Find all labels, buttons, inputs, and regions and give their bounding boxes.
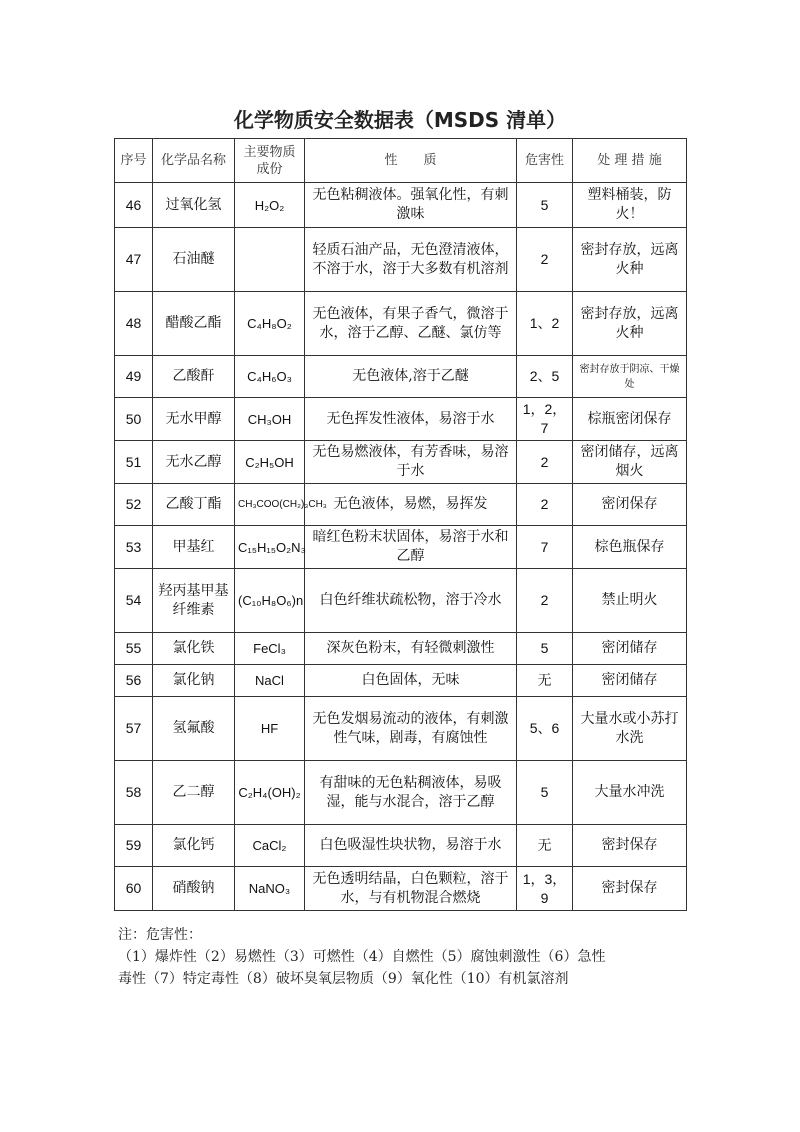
row-no: 56 xyxy=(115,665,153,697)
row-name: 无水甲醇 xyxy=(153,398,235,441)
row-no: 51 xyxy=(115,441,153,484)
row-no: 48 xyxy=(115,292,153,356)
row-no: 59 xyxy=(115,825,153,867)
row-hazard: 5 xyxy=(517,761,573,825)
table-row xyxy=(115,228,687,292)
row-handling: 塑料桶装，防火！ xyxy=(573,183,687,228)
row-handling: 密闭保存 xyxy=(573,484,687,526)
row-handling: 大量水或小苏打水洗 xyxy=(573,697,687,761)
row-hazard: 无 xyxy=(517,665,573,697)
row-formula: CH₃OH xyxy=(235,398,305,441)
row-no: 50 xyxy=(115,398,153,441)
table-row xyxy=(115,526,687,569)
row-handling: 密封存放，远离火种 xyxy=(573,228,687,292)
notes-line-1: （1）爆炸性（2）易燃性（3）可燃性（4）自燃性（5）腐蚀刺激性（6）急性 xyxy=(118,949,606,965)
row-handling: 棕色瓶保存 xyxy=(573,526,687,569)
row-name: 乙二醇 xyxy=(153,761,235,825)
row-property: 白色吸湿性块状物，易溶于水 xyxy=(305,825,517,867)
row-name: 硝酸钠 xyxy=(153,867,235,911)
row-property: 无色液体，有果子香气，微溶于水，溶于乙醇、乙醚、氯仿等 xyxy=(305,292,517,356)
hazard-notes xyxy=(118,924,698,990)
row-formula: NaCl xyxy=(235,665,305,697)
notes-heading: 注：危害性： xyxy=(118,927,202,943)
row-property: 有甜味的无色粘稠液体，易吸湿，能与水混合，溶于乙醇 xyxy=(305,761,517,825)
row-no: 47 xyxy=(115,228,153,292)
row-hazard: 7 xyxy=(517,526,573,569)
row-no: 55 xyxy=(115,633,153,665)
row-name: 羟丙基甲基纤维素 xyxy=(153,569,235,633)
row-formula: HF xyxy=(235,697,305,761)
table-row xyxy=(115,292,687,356)
row-name: 氯化铁 xyxy=(153,633,235,665)
row-name: 氯化钠 xyxy=(153,665,235,697)
row-hazard: 5、6 xyxy=(517,697,573,761)
table-row xyxy=(115,825,687,867)
row-hazard: 1、2 xyxy=(517,292,573,356)
row-property: 无色液体,溶于乙醚 xyxy=(305,356,517,398)
row-formula: FeCl₃ xyxy=(235,633,305,665)
row-formula: H₂O₂ xyxy=(235,183,305,228)
row-property: 无色发烟易流动的液体，有刺激性气味，剧毒，有腐蚀性 xyxy=(305,697,517,761)
row-no: 57 xyxy=(115,697,153,761)
row-property: 白色固体，无味 xyxy=(305,665,517,697)
row-name: 乙酸酐 xyxy=(153,356,235,398)
row-formula: CH₃COO(CH₂)₃CH₃ xyxy=(235,484,305,526)
row-formula: C₄H₆O₃ xyxy=(235,356,305,398)
row-hazard: 5 xyxy=(517,183,573,228)
row-name: 过氧化氢 xyxy=(153,183,235,228)
row-formula: CaCl₂ xyxy=(235,825,305,867)
row-hazard: 2 xyxy=(517,441,573,484)
row-property: 无色挥发性液体，易溶于水 xyxy=(305,398,517,441)
row-hazard: 2 xyxy=(517,484,573,526)
header-ingredient: 主要物质成份 xyxy=(235,139,305,183)
header-name: 化学品名称 xyxy=(153,139,235,183)
row-property: 白色纤维状疏松物，溶于冷水 xyxy=(305,569,517,633)
row-hazard: 2、5 xyxy=(517,356,573,398)
row-property: 暗红色粉末状固体，易溶于水和乙醇 xyxy=(305,526,517,569)
row-name: 乙酸丁酯 xyxy=(153,484,235,526)
row-no: 60 xyxy=(115,867,153,911)
row-handling: 密闭储存，远离烟火 xyxy=(573,441,687,484)
row-property: 无色粘稠液体。强氧化性，有刺激味 xyxy=(305,183,517,228)
table-row xyxy=(115,697,687,761)
row-no: 46 xyxy=(115,183,153,228)
header-hazard: 危害性 xyxy=(517,139,573,183)
row-name: 无水乙醇 xyxy=(153,441,235,484)
table-row xyxy=(115,398,687,441)
row-formula: NaNO₃ xyxy=(235,867,305,911)
row-handling: 大量水冲洗 xyxy=(573,761,687,825)
row-no: 52 xyxy=(115,484,153,526)
row-name: 醋酸乙酯 xyxy=(153,292,235,356)
row-name: 氯化钙 xyxy=(153,825,235,867)
row-no: 54 xyxy=(115,569,153,633)
table-row xyxy=(115,484,687,526)
row-name: 石油醚 xyxy=(153,228,235,292)
row-handling: 密闭储存 xyxy=(573,633,687,665)
row-handling: 密封保存 xyxy=(573,867,687,911)
row-hazard: 2 xyxy=(517,228,573,292)
row-handling: 密封存放，远离火种 xyxy=(573,292,687,356)
row-name: 氢氟酸 xyxy=(153,697,235,761)
row-formula: C₂H₅OH xyxy=(235,441,305,484)
table-row xyxy=(115,665,687,697)
row-hazard: 2 xyxy=(517,569,573,633)
row-property: 无色易燃液体，有芳香味，易溶于水 xyxy=(305,441,517,484)
table-row xyxy=(115,441,687,484)
row-hazard: 1，3，9 xyxy=(517,867,573,911)
row-property: 深灰色粉末，有轻微刺激性 xyxy=(305,633,517,665)
header-handling: 处 理 措 施 xyxy=(573,139,687,183)
table-header-row xyxy=(115,139,687,183)
table-row xyxy=(115,356,687,398)
msds-table xyxy=(114,138,687,911)
row-handling: 禁止明火 xyxy=(573,569,687,633)
header-no: 序号 xyxy=(115,139,153,183)
row-hazard: 5 xyxy=(517,633,573,665)
row-hazard: 1，2，7 xyxy=(517,398,573,441)
table-row xyxy=(115,761,687,825)
row-formula xyxy=(235,228,305,292)
row-handling: 棕瓶密闭保存 xyxy=(573,398,687,441)
row-no: 53 xyxy=(115,526,153,569)
row-handling: 密闭储存 xyxy=(573,665,687,697)
row-hazard: 无 xyxy=(517,825,573,867)
notes-line-2: 毒性（7）特定毒性（8）破坏臭氧层物质（9）氧化性（10）有机氯溶剂 xyxy=(118,971,569,987)
row-property: 无色透明结晶，白色颗粒，溶于水，与有机物混合燃烧 xyxy=(305,867,517,911)
header-property: 性 质 xyxy=(305,139,517,183)
row-handling: 密封存放于阴凉、干燥处 xyxy=(573,356,687,398)
row-formula: C₂H₄(OH)₂ xyxy=(235,761,305,825)
table-row xyxy=(115,183,687,228)
row-property: 轻质石油产品，无色澄清液体，不溶于水，溶于大多数有机溶剂 xyxy=(305,228,517,292)
row-name: 甲基红 xyxy=(153,526,235,569)
table-row xyxy=(115,569,687,633)
row-formula: C₁₅H₁₅O₂N₃ xyxy=(235,526,305,569)
row-formula: C₄H₈O₂ xyxy=(235,292,305,356)
row-no: 58 xyxy=(115,761,153,825)
row-formula: (C₁₀H₈O₆)n xyxy=(235,569,305,633)
table-row xyxy=(115,867,687,911)
row-property: 无色液体，易燃，易挥发 xyxy=(305,484,517,526)
row-handling: 密封保存 xyxy=(573,825,687,867)
document-title: 化学物质安全数据表（MSDS 清单） xyxy=(233,108,567,132)
row-no: 49 xyxy=(115,356,153,398)
table-row xyxy=(115,633,687,665)
